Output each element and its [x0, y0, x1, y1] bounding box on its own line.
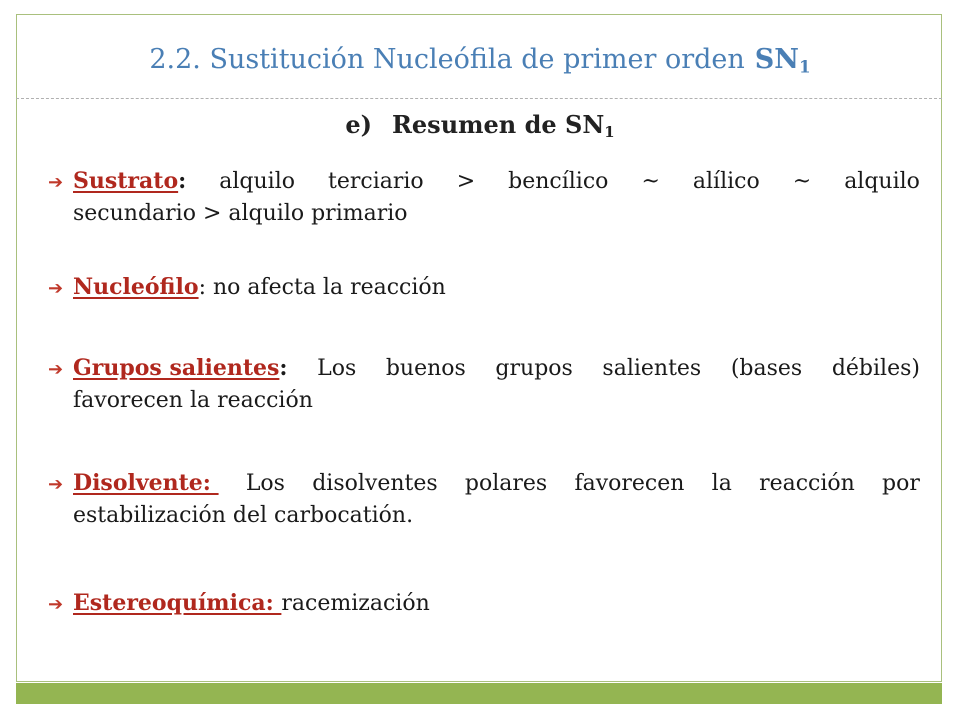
footer-bar: [16, 683, 942, 704]
arrow-right-icon: ➔: [48, 278, 64, 299]
item-term: Estereoquímica:: [73, 590, 282, 616]
item-line: ➔ Sustrato: alquilo terciario > bencílico ~ alílico ~ alquilo: [48, 166, 920, 198]
item-line: ➔ Grupos salientes: Los buenos grupos salientes (bases débiles): [48, 353, 920, 385]
item-continuation: secundario > alquilo primario: [73, 201, 408, 226]
item-term: Nucleófilo: [73, 274, 199, 300]
section-subtitle: [0, 110, 960, 141]
summary-item-disolvente: [48, 468, 920, 531]
summary-item-grupos-salientes: [48, 353, 920, 416]
title-sn: $SN_1$: [754, 44, 811, 77]
item-line: ➔ Disolvente: Los disolventes polares favorecen la reacción por: [48, 468, 920, 500]
item-continuation: estabilización del carbocatión.: [73, 503, 414, 528]
arrow-right-icon: ➔: [48, 359, 64, 380]
summary-item-estereoquimica: [48, 588, 920, 620]
title-divider: [16, 98, 942, 99]
arrow-right-icon: ➔: [48, 172, 64, 193]
item-line: ➔ Estereoquímica: racemización: [48, 588, 920, 620]
arrow-right-icon: ➔: [48, 594, 64, 615]
item-term: Grupos salientes: [73, 355, 280, 381]
item-term: Sustrato: [73, 168, 179, 194]
summary-item-sustrato: [48, 166, 920, 229]
slide-title: [0, 44, 960, 77]
item-continuation: favorecen la reacción: [73, 388, 313, 413]
title-text: 2.2. Sustitución Nucleófila de primer orden: [149, 44, 745, 75]
subtitle-label: e): [345, 110, 372, 139]
arrow-right-icon: ➔: [48, 474, 64, 495]
summary-item-nucleofilo: [48, 272, 920, 304]
subtitle-text: Resumen de $SN_1$: [391, 110, 615, 142]
item-term: Disolvente:: [73, 470, 219, 496]
item-line: ➔ Nucleófilo : no afecta la reacción: [48, 272, 920, 304]
